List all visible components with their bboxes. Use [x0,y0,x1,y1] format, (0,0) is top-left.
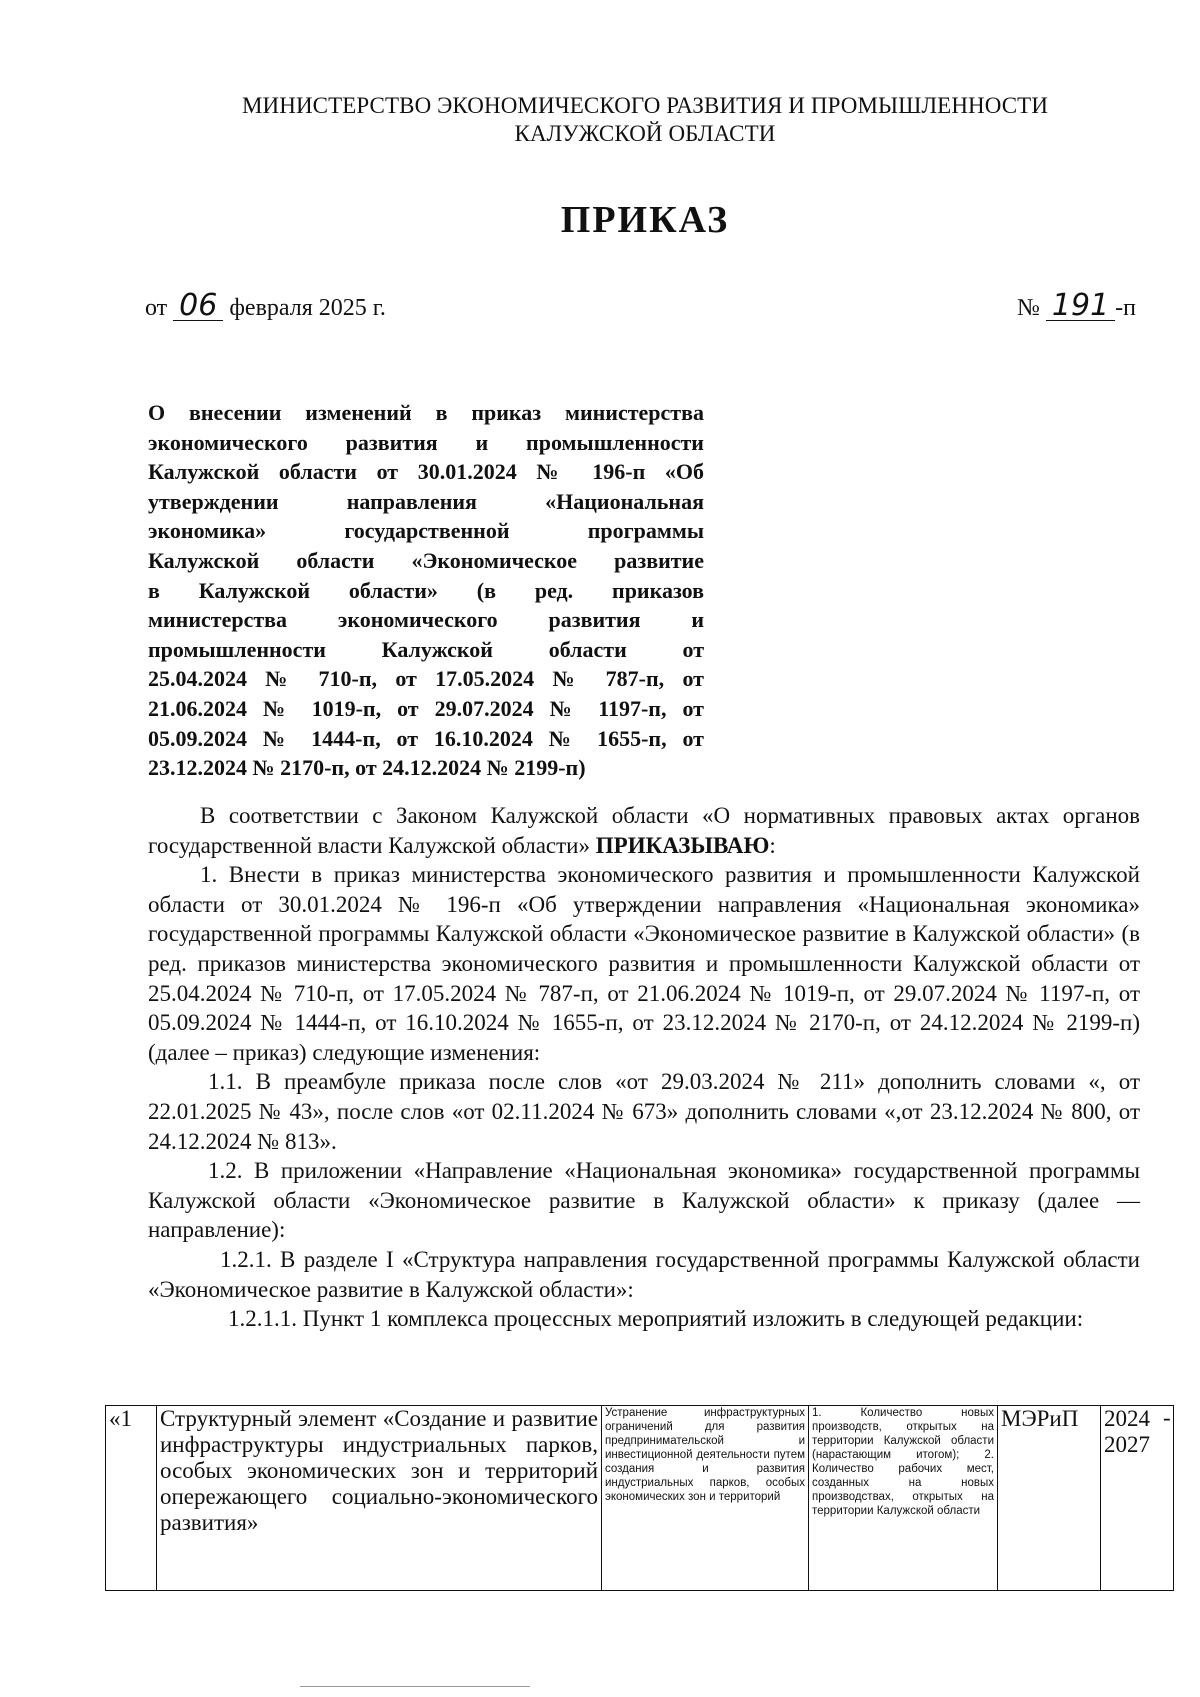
paragraph-1-2-1-1: 1.2.1.1. Пункт 1 комплекса процессных мероприятий изложить в следующей редакции: [228,1306,1084,1332]
years-dash: - [1163,1405,1171,1430]
ministry-header [150,92,1140,148]
table-cell-years [1101,1406,1174,1591]
number-value-handwritten: 191 [1046,292,1115,321]
table-cell-responsible [998,1406,1101,1591]
preamble-text: В соответствии с Законом Калужской области «О нормативных правовых актах органов государственной власти Калужской области» [148,803,1140,858]
subject-line: экономического развития и промышленности [148,429,704,455]
subject-line: О внесении изменений в приказ министерства [148,400,704,425]
cell-task-text: Устранение инфраструктурных ограничений для развития предпринимательской и инвестиционной деятельности путем создания и развития индустриальных парков, особых экономических зон и территорий [605,1407,805,1503]
ministry-header-line2: КАЛУЖСКОЙ ОБЛАСТИ [514,121,776,146]
table-cell-task [602,1406,809,1591]
ministry-header-line1: МИНИСТЕРСТВО ЭКОНОМИЧЕСКОГО РАЗВИТИЯ И ПРОМЫШЛЕННОСТИ [241,93,1049,118]
cell-responsible-text: МЭРиП [1001,1406,1079,1431]
document-title: ПРИКАЗ [560,199,730,241]
date-rest: февраля 2025 г. [229,295,386,321]
subject-line: министерства экономического развития и [148,607,704,633]
subject-line: Калужской области от 30.01.2024 № 196-п «Об [148,459,704,485]
paragraph-1-2: 1.2. В приложении «Направление «Национальная экономика» государственной программы Калужской области «Экономическое развитие в Калужской области» к приказу (далее — направление): [148,1158,1140,1243]
cell-years-text: 2024 2027 [1104,1406,1150,1457]
cell-number-text: «1 [109,1406,132,1431]
subject-line: экономика» государственной программы [148,518,704,544]
date-prefix: от [145,295,168,321]
table-row [106,1406,1174,1591]
subject-line: в Калужской области» (в ред. приказов [148,577,704,603]
number-prefix: № [1016,295,1040,321]
order-subject [148,398,704,753]
preamble-paragraph [148,801,1140,860]
number-suffix: -п [1115,295,1136,321]
paragraph-1-1: 1.1. В преамбуле приказа после слов «от 29.03.2024 № 211» дополнить словами «, от 22.01.2025 № 43», после слов «от 02.11.2024 № 673» дополнить словами «,от 23.12.2024 № 800, от 24.12.2024 № 813». [148,1069,1140,1154]
paragraph-1-2-1: 1.2.1. В разделе I «Структура направления государственной программы Калужской области «Экономическое развитие в Калужской области»: [148,1246,1140,1302]
document-date [145,288,386,324]
cell-element-text: Структурный элемент «Создание и развитие инфраструктуры индустриальных парков, особых экономических зон и территорий опережающего социально-экономического развития» [160,1406,598,1535]
subject-last-line: 23.12.2024 № 2170-п, от 24.12.2024 № 2199-п) [148,755,586,780]
scan-artifact-line [300,1686,530,1687]
table-cell-element [157,1406,602,1591]
date-day-handwritten: 06 [173,292,223,321]
table-cell-number [106,1406,157,1591]
order-body [148,801,1140,1334]
subject-line: утверждении направления «Национальная [148,488,704,514]
subject-line: Калужской области «Экономическое развитие [148,547,704,573]
table-cell-indicators [809,1406,998,1591]
subject-line: 21.06.2024 № 1019-п, от 29.07.2024 № 1197-п, от [148,695,704,721]
subject-line: 25.04.2024 № 710-п, от 17.05.2024 № 787-п, от [148,666,704,692]
document-number [1016,288,1136,324]
cell-indicators-text: 1. Количество новых производств, открытых на территории Калужской области (нарастающим итогом); 2. Количество рабочих мест, созданных на новых производствах, открытых на территории Калужской области [812,1407,994,1517]
order-colon: : [769,832,776,858]
subject-line: 05.09.2024 № 1444-п, от 16.10.2024 № 1655-п, от [148,725,704,751]
paragraph-1: 1. Внести в приказ министерства экономического развития и промышленности Калужской области от 30.01.2024 № 196-п «Об утверждении направления «Национальная экономика» государственной программы Калужской области «Экономическое развитие в Калужской области» (в ред. приказов министерства экономического развития и промышленности Калужской области от 25.04.2024 № 710-п, от 17.05.2024 № 787-п, от 21.06.2024 № 1019-п, от 29.07.2024 № 1197-п, от 05.09.2024 № 1444-п, от 16.10.2024 № 1655-п, от 23.12.2024 № 2170-п, от 24.12.2024 № 2199-п) (далее – приказ) следующие изменения: [148,862,1140,1065]
subject-line: промышленности Калужской области от [148,636,704,662]
order-word: ПРИКАЗЫВАЮ [595,832,770,858]
structure-table [105,1405,1174,1591]
